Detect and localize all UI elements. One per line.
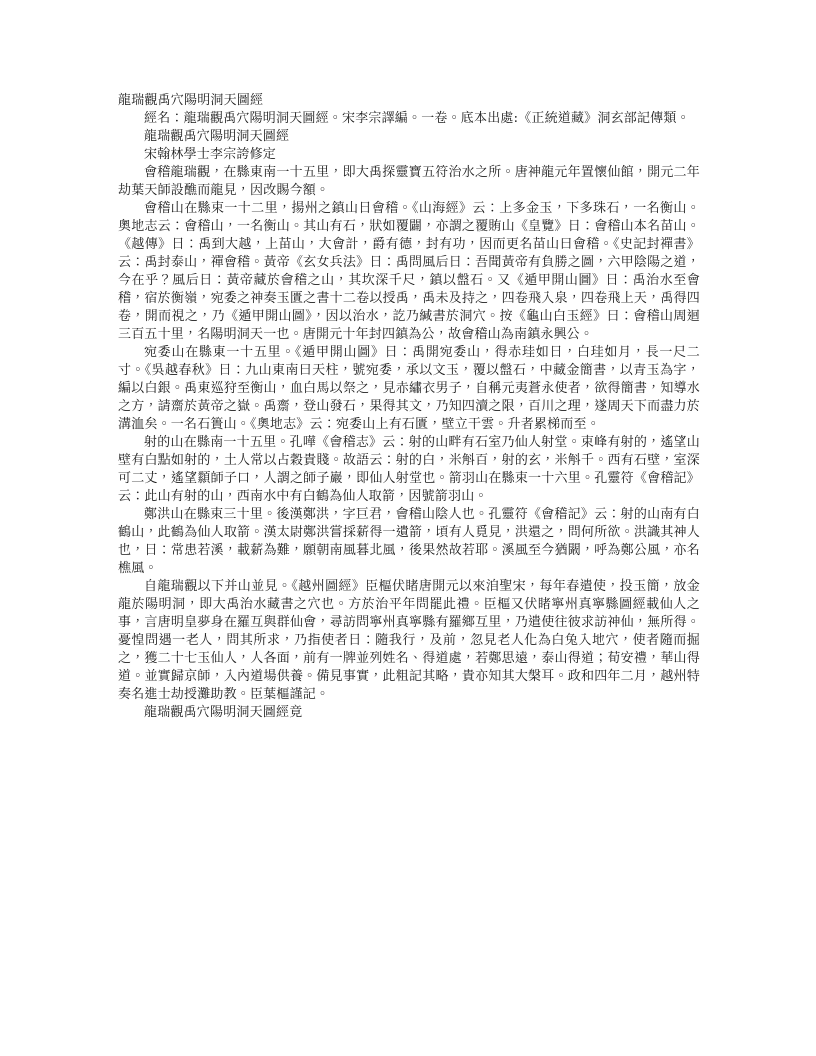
page-title: 龍瑞觀禹穴陽明洞天圖經 — [118, 93, 264, 108]
document-body — [118, 92, 700, 722]
paragraph-wanwei-shan: 宛委山在縣東一十五里。《遁甲開山圖》日：禹開宛委山，得赤珪如日，白珪如月，長一尺二寸。《吳越春秋》日：九山東南曰天柱，號宛委，承以文玉，覆以盤石，中藏金簡書，以青玉為字，編以白銀。禹東巡狩至衡山，血白馬以祭之，見赤繡衣男子，自稱元夷蒼永使者，欲得簡書，知導水之方，請齋於黃帝之嶽。禹齋，登山發石，果得其文，乃知四瀆之限，百川之理，遂周天下而盡力於溝洫矣。一名石簣山。《奧地志》云：宛委山上有石匱，壁立干雲。升者累梯而至。 — [118, 345, 700, 432]
paragraph-zhenghong-shan: 鄭洪山在縣束三十里。後漢鄭洪，字巨君，會稽山陰人也。孔靈符《會稽記》云：射的山南有白鶴山，此鶴為仙人取箭。漢太尉鄭洪嘗採薪得一遺箭，頃有人覓見，洪還之，問何所欲。洪識其神人也，日：常患若溪，載薪為難，願朝南風暮北風，後果然故若耶。溪風至今猶闞，呼為鄭公風，亦名樵風。 — [118, 507, 700, 576]
paragraph-longrui-guan: 會稽龍瑞觀，在縣東南一十五里，即大禹探靈寶五符治水之所。唐神龍元年置懷仙館，開元二年劫葉天師設醮而龍見，因改賜今額。 — [118, 165, 700, 198]
author-attribution-line: 宋翰林學士李宗誇修定 — [144, 147, 277, 162]
end-title-line: 龍瑞觀禹穴陽明洞天圖經竟 — [144, 705, 303, 720]
paragraph-postscript: 自龍瑞觀以下并山並見。《越州圖經》臣樞伏睹唐開元以來洎聖宋，每年春遣使，投玉簡，放金龍於陽明洞，即大禹治水藏書之穴也。方於治平年問罷此禮。臣樞又伏睹寧州真寧縣圖經載仙人之事，言唐明皇夢身在羅互與群仙會，尋訪問寧州真寧縣有羅鄉互里，乃遣使往彼求訪神仙，無所得。憂惶問遇一老人，問其所求，乃指使者日：隨我行，及前，忽見老人化為白兔入地穴，使者隨而掘之，獲二十七玉仙人，人各面，前有一牌並列姓名、得道處，若鄭思遠，泰山得道；荀安禮，華山得道。並實歸京師，入內道場供養。備見事實，此粗記其略，貴亦知其大槃耳。政和四年二月，越州特奏名進士劫授灘助教。臣葉樞謹記。 — [118, 579, 700, 702]
paragraph-kuaiji-shan: 會稽山在縣束一十二里，揚州之鎮山日會稽。《山海經》云：上多金玉，下多珠石，一名衡山。奧地志云：會稽山，一名衡山。其山有石，狀如覆闢，亦謂之覆賄山《皇覽》日：會稽山本名苗山。《越傳》日：禹到大越，上苗山，大會計，爵有德，封有功，因而更名苗山曰會稽。《史記封禪書》云：禹封泰山，禪會稽。黃帝《玄女兵法》日：禹問風后日：吾聞黃帝有負勝之圖，六甲陰陽之道，今在乎？風后日：黃帝藏於會稽之山，其坎深千尺，鎮以盤石。又《遁甲開山圖》日：禹治水至會稽，宿於衡嶺，宛委之神奏玉匱之書十二卷以授禹，禹未及持之，四卷飛入泉，四卷飛上天，禹得四卷，開而視之，乃《遁甲開山圖》，因以治水，訖乃緘書於洞穴。按《龜山白玉經》曰：會稽山周迴三百五十里，名陽明洞天一也。唐開元十年封四鎮為公，故會稽山為南鎮永興公。 — [118, 201, 700, 342]
inner-title-heading: 龍瑞觀禹穴陽明洞天圖經 — [144, 129, 290, 144]
paragraph-shedi-shan: 射的山在縣南一十五里。孔嘩《會稽志》云：射的山畔有石室乃仙人射堂。束峰有射的，遙望山壁有白點如射的，土人常以占穀貴賤。故語云：射的白，米斛百，射的玄，米斛千。西有石壁，室深可二丈，遙望纇師子口，人謂之師子巖，即仙人射堂也。箭羽山在縣束一十六里。孔靈符《會稽記》云：此山有射的山，西南水中有白鶴為仙人取箭，因號箭羽山。 — [118, 435, 700, 504]
colophon-source-paragraph: 經名：龍瑞觀禹穴陽明洞天圖經。宋李宗譯編。一卷。底本出處:《正統道藏》洞玄部記傳類。 — [144, 111, 690, 126]
